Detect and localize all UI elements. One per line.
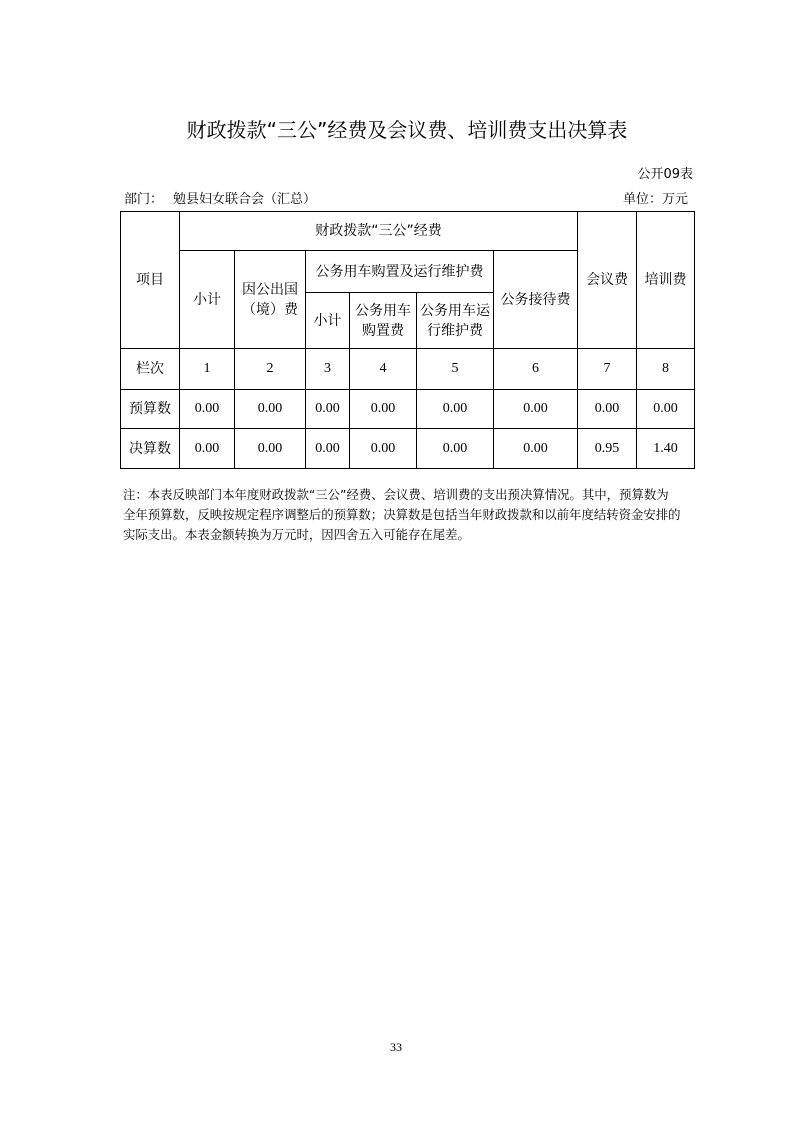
cell-value: 2 bbox=[235, 349, 306, 390]
header-vehicle-maintenance-line-2: 行维护费 bbox=[427, 322, 483, 339]
header-meeting: 会议费 bbox=[578, 212, 637, 349]
row-label: 决算数 bbox=[121, 429, 180, 469]
page-title: 财政拨款“三公”经费及会议费、培训费支出决算表 bbox=[186, 118, 628, 142]
cell-value: 0.95 bbox=[578, 429, 637, 469]
cell-value: 4 bbox=[350, 349, 417, 390]
cell-value: 0.00 bbox=[494, 429, 578, 469]
cell-value: 0.00 bbox=[180, 390, 235, 429]
header-overseas bbox=[235, 251, 306, 349]
header-subtotal: 小计 bbox=[180, 251, 235, 349]
header-vehicle-purchase bbox=[350, 293, 417, 349]
cell-value: 0.00 bbox=[417, 429, 494, 469]
table-row bbox=[121, 429, 695, 469]
header-overseas-line-1: 因公出国 bbox=[242, 281, 298, 298]
note-line-3: 实际支出。本表金额转换为万元时，因四舍五入可能存在尾差。 bbox=[123, 527, 470, 542]
cell-value: 0.00 bbox=[306, 390, 350, 429]
header-reception: 公务接待费 bbox=[494, 251, 578, 349]
department-label: 部门： bbox=[124, 192, 164, 207]
header-item: 项目 bbox=[121, 212, 180, 349]
cell-value: 0.00 bbox=[350, 429, 417, 469]
cell-value: 0.00 bbox=[235, 390, 306, 429]
row-label: 预算数 bbox=[121, 390, 180, 429]
department-line bbox=[124, 191, 316, 209]
header-overseas-line-2: （境）费 bbox=[242, 301, 298, 318]
cell-value: 5 bbox=[417, 349, 494, 390]
header-vehicle-purchase-line-1: 公务用车 bbox=[355, 302, 411, 319]
header-vehicle-group: 公务用车购置及运行维护费 bbox=[306, 251, 494, 293]
cell-value: 3 bbox=[306, 349, 350, 390]
cell-value: 1 bbox=[180, 349, 235, 390]
form-code: 公开09表 bbox=[637, 167, 693, 182]
expense-table bbox=[120, 211, 695, 469]
header-vehicle-purchase-line-2: 购置费 bbox=[362, 322, 404, 339]
note-line-2: 全年预算数，反映按规定程序调整后的预算数；决算数是包括当年财政拨款和以前年度结转资金安排的 bbox=[123, 507, 681, 522]
cell-value: 7 bbox=[578, 349, 637, 390]
header-vehicle-maintenance-line-1: 公务用车运 bbox=[420, 302, 490, 319]
header-training: 培训费 bbox=[637, 212, 695, 349]
cell-value: 0.00 bbox=[350, 390, 417, 429]
unit-label: 单位：万元 bbox=[622, 192, 688, 207]
cell-value: 0.00 bbox=[235, 429, 306, 469]
cell-value: 0.00 bbox=[637, 390, 695, 429]
header-vehicle-maintenance bbox=[417, 293, 494, 349]
department-value: 勉县妇女联合会（汇总） bbox=[173, 192, 317, 207]
cell-value: 0.00 bbox=[578, 390, 637, 429]
row-label: 栏次 bbox=[121, 349, 180, 390]
header-three-public-group: 财政拨款“三公”经费 bbox=[180, 212, 578, 251]
cell-value: 0.00 bbox=[417, 390, 494, 429]
table-row bbox=[121, 349, 695, 390]
header-row-1 bbox=[121, 212, 695, 251]
table-note bbox=[123, 485, 681, 545]
table-row bbox=[121, 390, 695, 429]
note-line-1: 注：本表反映部门本年度财政拨款“三公”经费、会议费、培训费的支出预决算情况。其中，预算数为 bbox=[123, 487, 669, 502]
cell-value: 0.00 bbox=[494, 390, 578, 429]
cell-value: 8 bbox=[637, 349, 695, 390]
header-vehicle-subtotal: 小计 bbox=[306, 293, 350, 349]
cell-value: 6 bbox=[494, 349, 578, 390]
cell-value: 1.40 bbox=[637, 429, 695, 469]
cell-value: 0.00 bbox=[180, 429, 235, 469]
page-number: 33 bbox=[390, 1040, 402, 1054]
cell-value: 0.00 bbox=[306, 429, 350, 469]
